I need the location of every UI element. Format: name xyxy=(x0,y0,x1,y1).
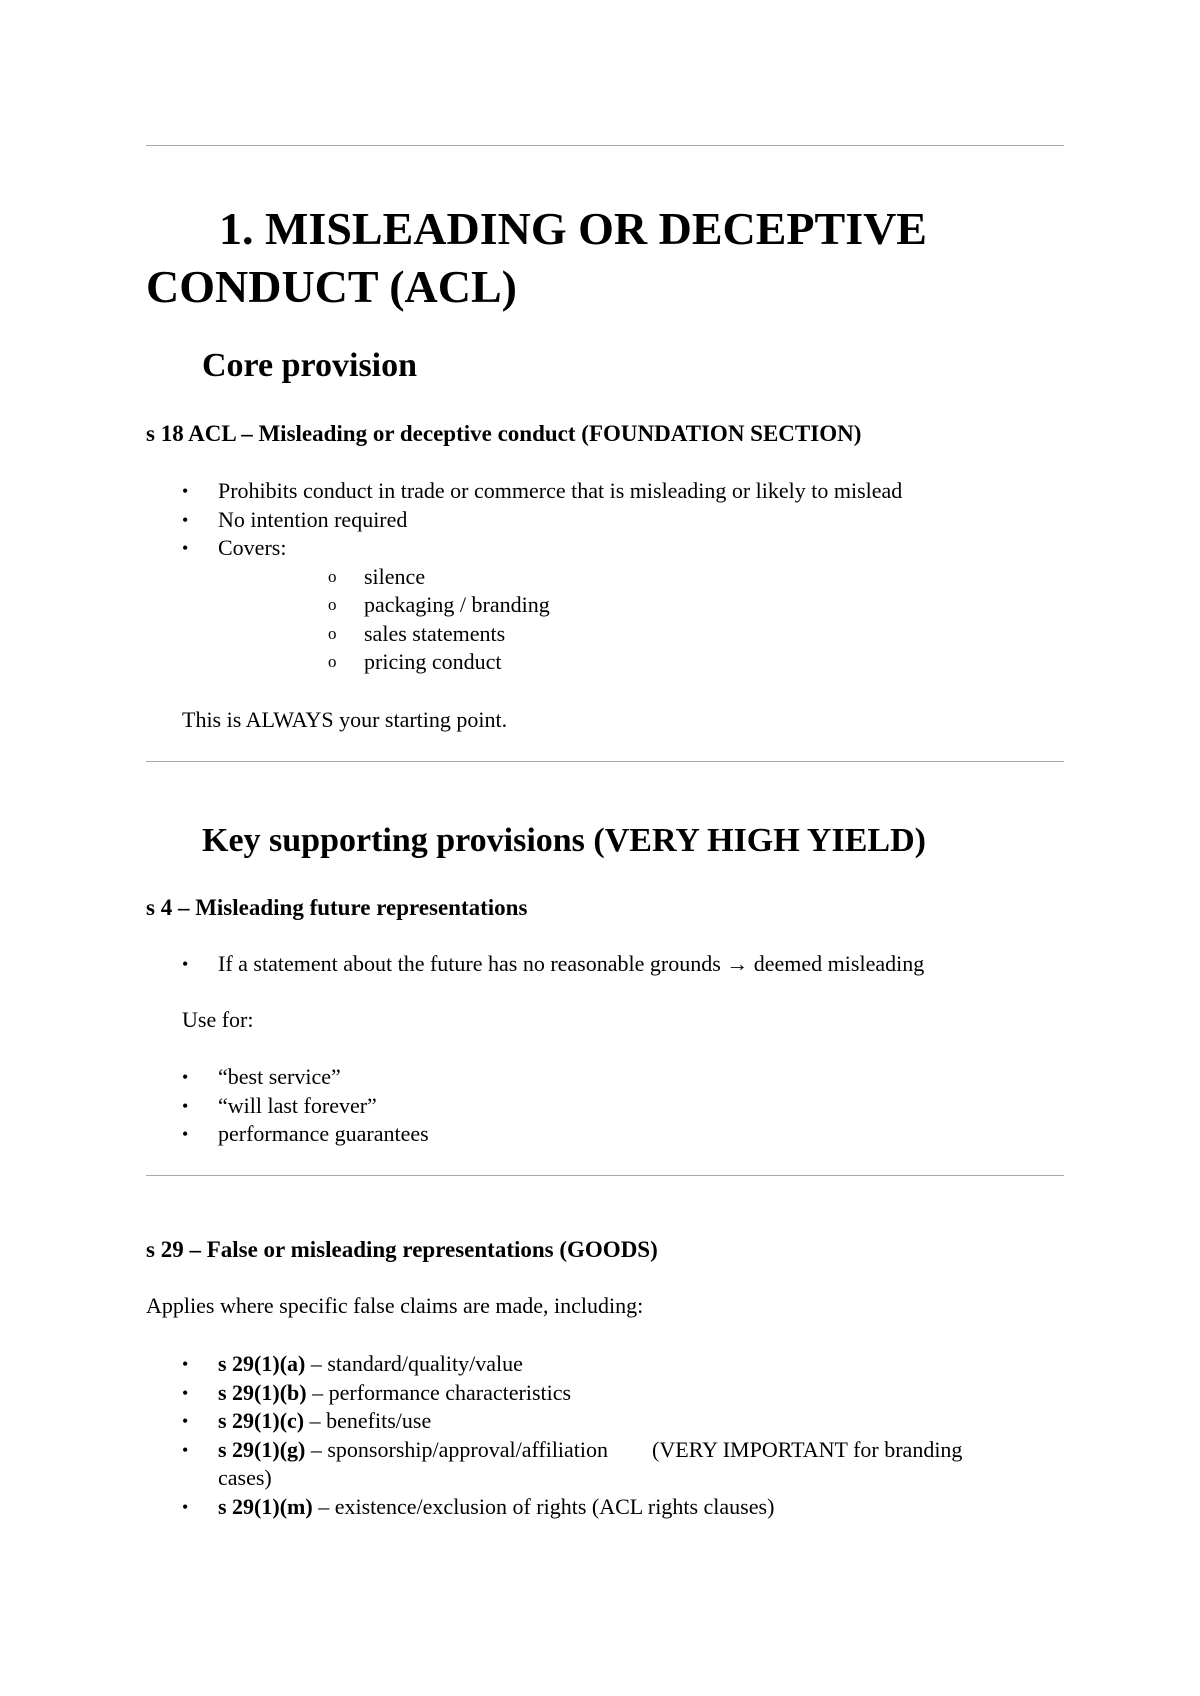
list-item: • “best service” xyxy=(146,1063,429,1092)
circle-bullet-icon: o xyxy=(328,566,337,586)
heading-key-supporting: Key supporting provisions (VERY HIGH YIELD) xyxy=(202,822,926,859)
bullet-icon: • xyxy=(182,1382,189,1403)
horizontal-rule xyxy=(146,761,1064,762)
document-title: 1. MISLEADING OR DECEPTIVE CONDUCT (ACL) xyxy=(146,203,927,312)
bullet-icon: • xyxy=(182,538,189,558)
document-page xyxy=(146,0,1064,1696)
heading-s29: s 29 – False or misleading representations (GOODS) xyxy=(146,1237,658,1262)
bullet-icon: • xyxy=(182,481,189,501)
bullet-icon: • xyxy=(182,1124,189,1144)
horizontal-rule xyxy=(146,145,1064,146)
list-item: • s 29(1)(g) – sponsorship/approval/affiliation (VERY IMPORTANT for branding cases) xyxy=(182,1436,968,1490)
s29-bullet-list xyxy=(146,1350,1008,1521)
heading-s18: s 18 ACL – Misleading or deceptive conduct (FOUNDATION SECTION) xyxy=(146,421,862,446)
bullet-icon: • xyxy=(182,1496,189,1517)
list-item: • s 29(1)(c) – benefits/use xyxy=(146,1407,1008,1436)
list-item: • s 29(1)(a) – standard/quality/value xyxy=(146,1350,1008,1379)
list-item: • Covers: o silence o packaging / branding o sales statements o pricing conduct xyxy=(146,534,902,677)
list-item: • s 29(1)(b) – performance characteristics xyxy=(146,1379,1008,1408)
bullet-icon: • xyxy=(182,1411,189,1431)
bullet-icon: • xyxy=(182,1354,189,1374)
list-item: • Prohibits conduct in trade or commerce that is misleading or likely to mislead xyxy=(146,477,902,506)
s4-bullet-list xyxy=(146,950,924,979)
s29-intro: Applies where specific false claims are made, including: xyxy=(146,1293,644,1318)
covers-sub-list xyxy=(218,563,902,677)
circle-bullet-icon: o xyxy=(328,652,337,671)
bullet-icon: • xyxy=(182,509,189,530)
s18-bullet-list xyxy=(146,477,902,677)
heading-s4: s 4 – Misleading future representations xyxy=(146,895,528,920)
bullet-icon: • xyxy=(182,954,189,974)
circle-bullet-icon: o xyxy=(328,623,337,643)
bullet-icon: • xyxy=(182,1439,189,1460)
sub-list-item: o sales statements xyxy=(218,620,902,649)
bullet-icon: • xyxy=(182,1095,189,1116)
sub-list-item: o packaging / branding xyxy=(218,591,902,620)
use-for-label: Use for: xyxy=(182,1007,254,1032)
use-for-list xyxy=(146,1063,429,1149)
circle-bullet-icon: o xyxy=(328,595,337,614)
list-item: • performance guarantees xyxy=(146,1120,429,1149)
starting-point-note: This is ALWAYS your starting point. xyxy=(182,707,508,732)
sub-list-item: o silence xyxy=(218,563,902,592)
horizontal-rule xyxy=(146,1175,1064,1176)
list-item: • No intention required xyxy=(146,506,902,535)
heading-core-provision: Core provision xyxy=(202,347,418,384)
list-item: • s 29(1)(m) – existence/exclusion of rights (ACL rights clauses) xyxy=(146,1493,1008,1522)
bullet-icon: • xyxy=(182,1067,189,1087)
sub-list-item: o pricing conduct xyxy=(218,648,902,677)
list-item: • If a statement about the future has no reasonable grounds → deemed misleading xyxy=(146,950,924,979)
list-item: • “will last forever” xyxy=(146,1092,429,1121)
